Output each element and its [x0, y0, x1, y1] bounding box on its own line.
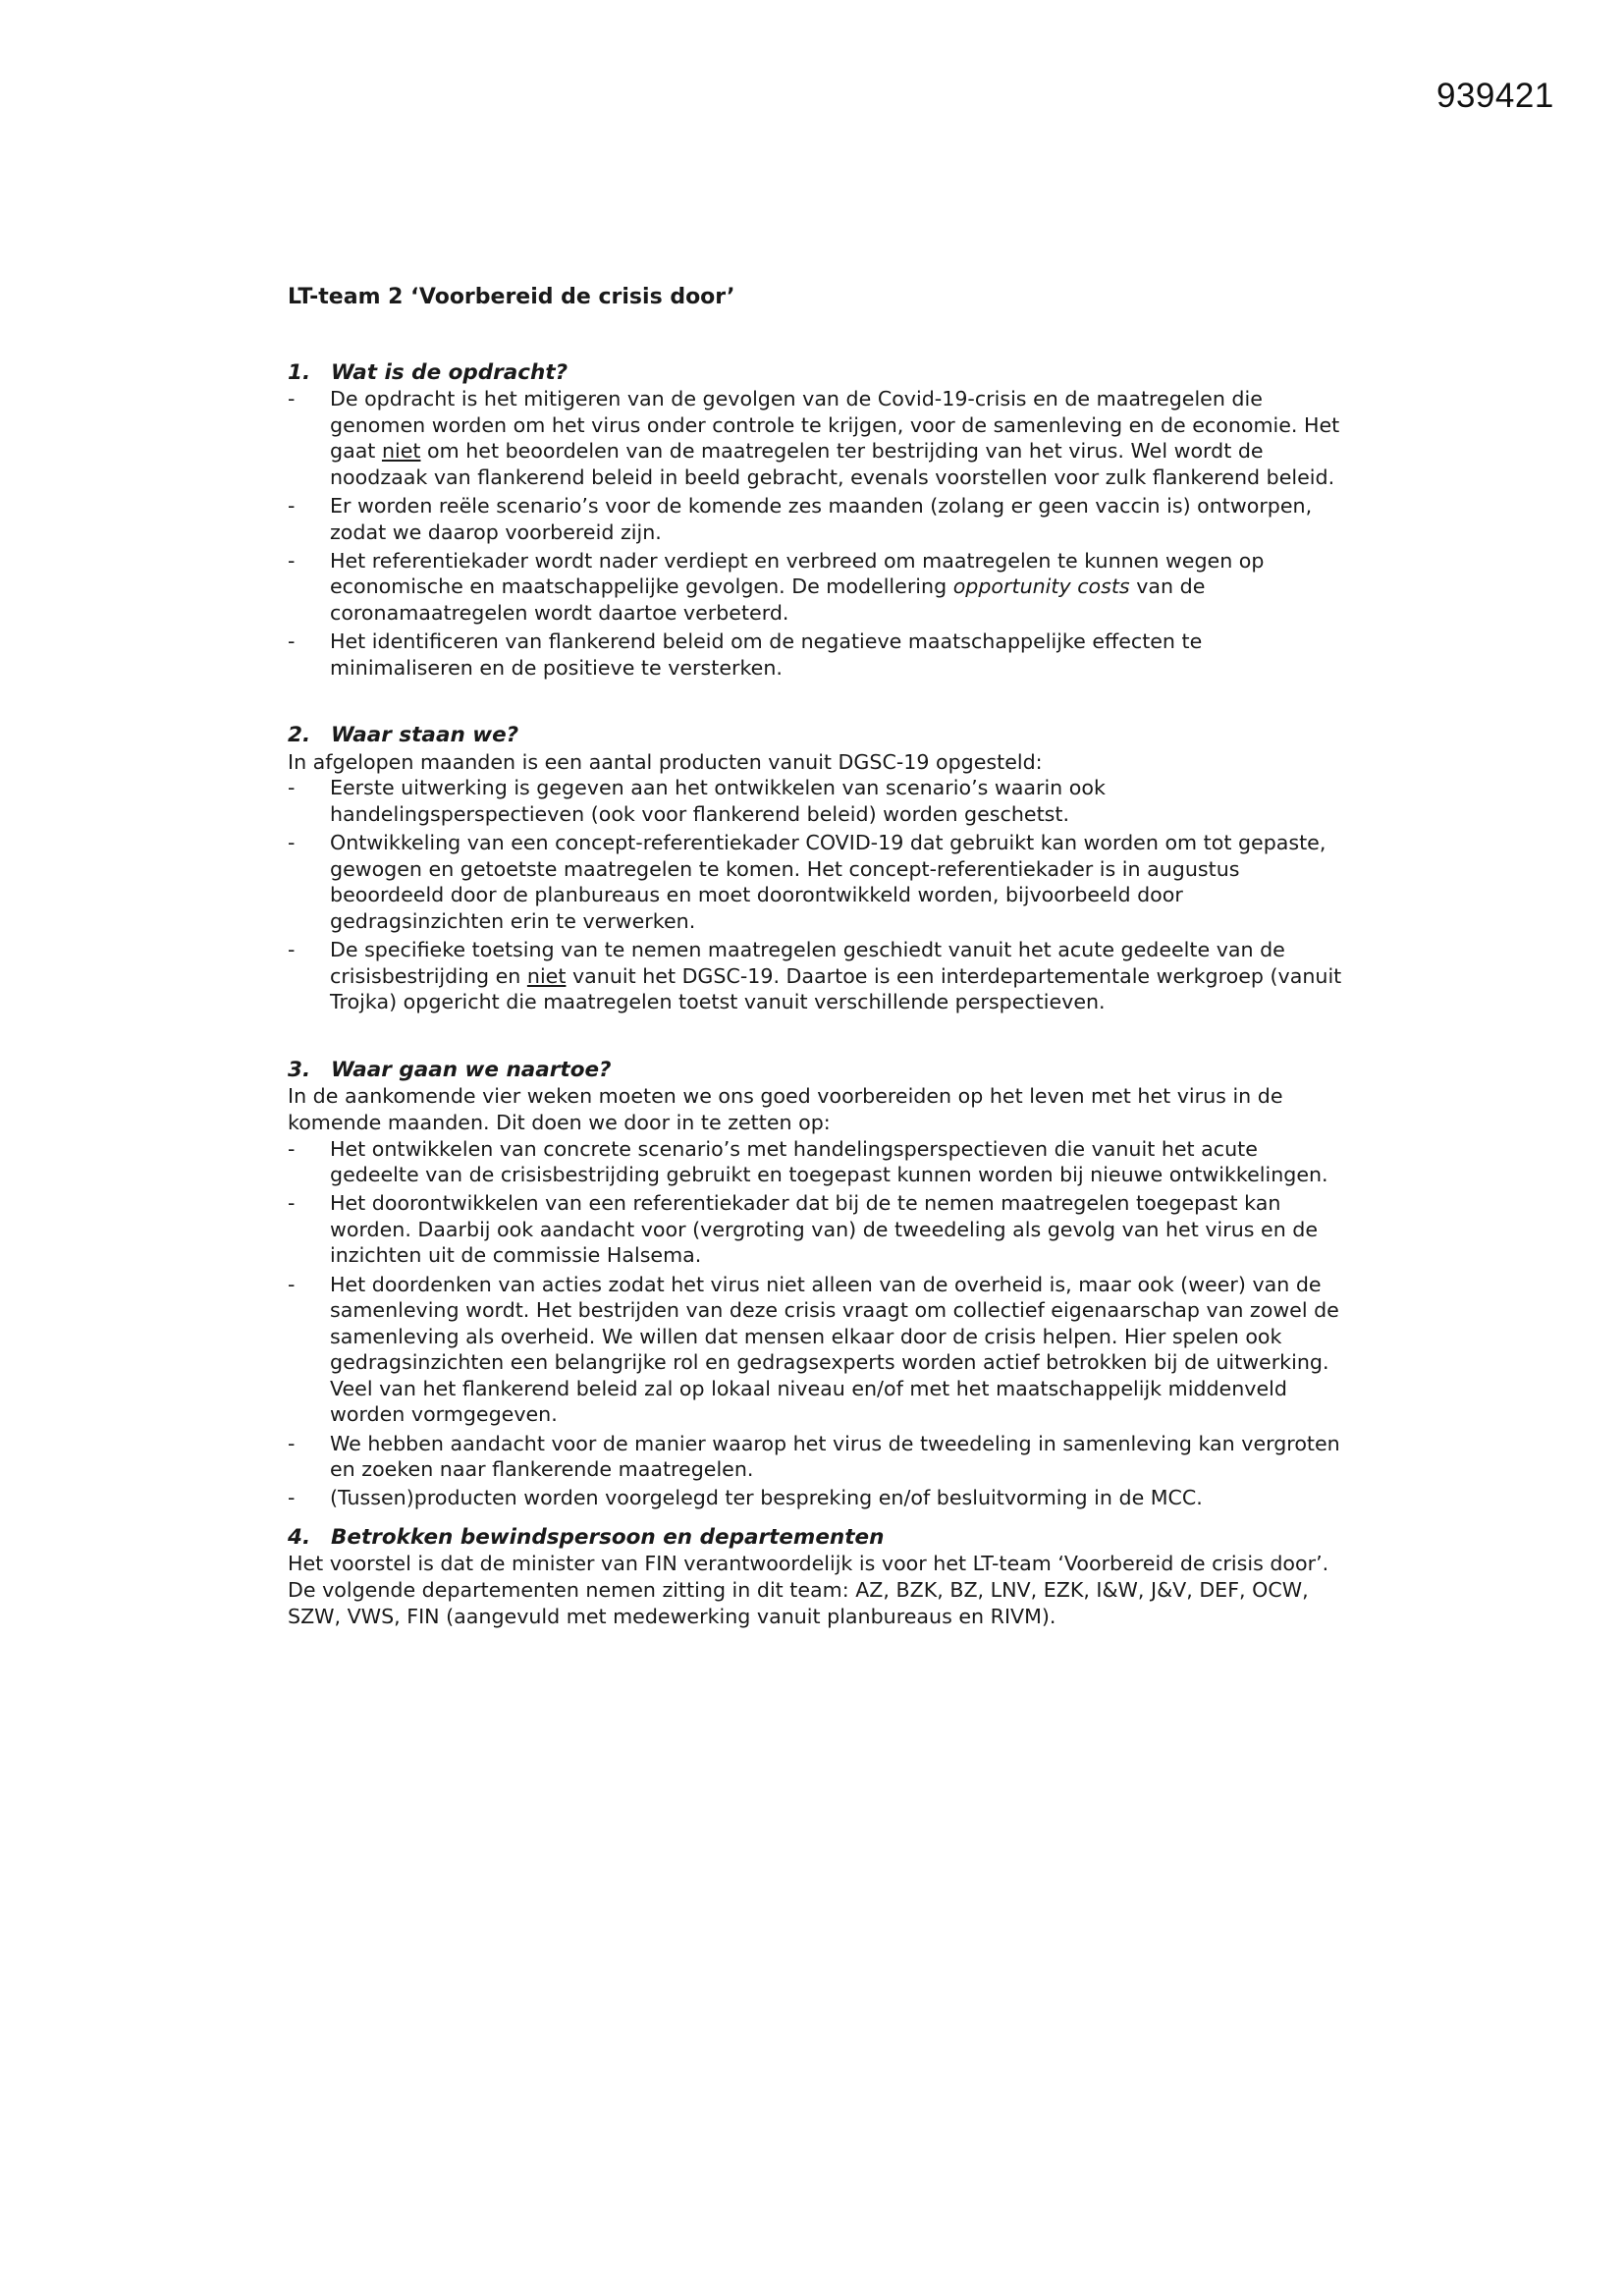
section-intro: In de aankomende vier weken moeten we ons goed voorbereiden op het leven met het virus in de komende maanden. Dit doen we door in te zetten op: [288, 1084, 1283, 1134]
section-betrokken-bewindspersoon [288, 1525, 1348, 1629]
section-waar-staan-we [288, 723, 1348, 1015]
list-item: - We hebben aandacht voor de manier waarop het virus de tweedeling in samenleving kan vergroten en zoeken naar flankerende maatregelen. [288, 1431, 1348, 1483]
section-heading [288, 723, 1348, 749]
bullet-list [288, 775, 1348, 1014]
section-number: 3. [288, 1057, 311, 1082]
list-item: - De specifieke toetsing van te nemen maatregelen geschiedt vanuit het acute gedeelte van de crisisbestrijding en niet vanuit het DGSC-19. Daartoe is een interdepartementale werkgroep (vanuit Trojka) opgericht die maatregelen toetst vanuit verschillende perspectieven. [288, 937, 1348, 1015]
section-title: Waar gaan we naartoe? [331, 1057, 612, 1082]
section-paragraph: Het voorstel is dat de minister van FIN verantwoordelijk is voor het LT-team ‘Voorbereid de crisis door’. De volgende departementen nemen zitting in dit team: AZ, BZK, BZ, LNV, EZK, I&W, J&V, DEF, OCW, SZW, VWS, FIN (aangevuld met medewerking vanuit planbureaus en RIVM). [288, 1552, 1329, 1628]
list-item: - De opdracht is het mitigeren van de gevolgen van de Covid-19-crisis en de maatregelen die genomen worden om het virus onder controle te krijgen, voor de samenleving en de economie. Het gaat niet om het beoordelen van de maatregelen ter bestrijding van het virus. Wel wordt de noodzaak van flankerend beleid in beeld gebracht, evenals voorstellen voor zulk flankerend beleid. [288, 386, 1348, 490]
bullet-list [288, 386, 1348, 681]
list-item: - Het identificeren van flankerend beleid om de negatieve maatschappelijke effecten te minimaliseren en de positieve te versterken. [288, 629, 1348, 681]
document-id: 939421 [1436, 77, 1554, 115]
list-item: - Ontwikkeling van een concept-referentiekader COVID-19 dat gebruikt kan worden om tot gepaste, gewogen en getoetste maatregelen te komen. Het concept-referentiekader is in augustus beoordeeld door de planbureaus en moet doorontwikkeld worden, bijvoorbeeld door gedragsinzichten erin te verwerken. [288, 830, 1348, 934]
section-heading [288, 1525, 1348, 1552]
list-item: - Het ontwikkelen van concrete scenario’s met handelingsperspectieven die vanuit het acute gedeelte van de crisisbestrijding gebruikt en toegepast kunnen worden bij nieuwe ontwikkelingen. [288, 1136, 1348, 1188]
list-item: - Er worden reële scenario’s voor de komende zes maanden (zolang er geen vaccin is) ontworpen, zodat we daarop voorbereid zijn. [288, 493, 1348, 545]
list-item: - (Tussen)producten worden voorgelegd ter bespreking en/of besluitvorming in de MCC. [288, 1485, 1348, 1511]
section-opdracht [288, 360, 1348, 682]
section-heading [288, 360, 1348, 387]
section-title: Betrokken bewindspersoon en departementen [331, 1524, 885, 1550]
section-intro: In afgelopen maanden is een aantal producten vanuit DGSC-19 opgesteld: [288, 749, 1043, 774]
section-number: 4. [288, 1524, 311, 1550]
list-item: - Eerste uitwerking is gegeven aan het ontwikkelen van scenario’s waarin ook handelingsperspectieven (ook voor flankerend beleid) worden geschetst. [288, 775, 1348, 827]
list-item: - Het referentiekader wordt nader verdiept en verbreed om maatregelen te kunnen wegen op economische en maatschappelijke gevolgen. De modellering opportunity costs van de coronamaatregelen wordt daartoe verbeterd. [288, 548, 1348, 627]
bullet-list [288, 1136, 1348, 1511]
section-title: Wat is de opdracht? [331, 359, 568, 385]
list-item: - Het doorontwikkelen van een referentiekader dat bij de te nemen maatregelen toegepast kan worden. Daarbij ook aandacht voor (vergroting van) de tweedeling als gevolg van het virus en de inzichten uit de commissie Halsema. [288, 1190, 1348, 1269]
document-body [288, 285, 1348, 1671]
section-number: 1. [288, 359, 311, 385]
document-title: LT-team 2 ‘Voorbereid de crisis door’ [288, 285, 735, 309]
section-waar-gaan-we-naartoe [288, 1058, 1348, 1511]
section-title: Waar staan we? [331, 723, 519, 748]
list-item: - Het doordenken van acties zodat het virus niet alleen van de overheid is, maar ook (weer) van de samenleving wordt. Het bestrijden van deze crisis vraagt om collectief eigenaarschap van zowel de samenleving als overheid. We willen dat mensen elkaar door de crisis helpen. Hier spelen ook gedragsinzichten een belangrijke rol en gedragsexperts worden actief betrokken bij de uitwerking. Veel van het flankerend beleid zal op lokaal niveau en/of met het maatschappelijk middenveld worden vormgegeven. [288, 1272, 1348, 1429]
section-heading [288, 1058, 1348, 1084]
section-number: 2. [288, 723, 311, 748]
